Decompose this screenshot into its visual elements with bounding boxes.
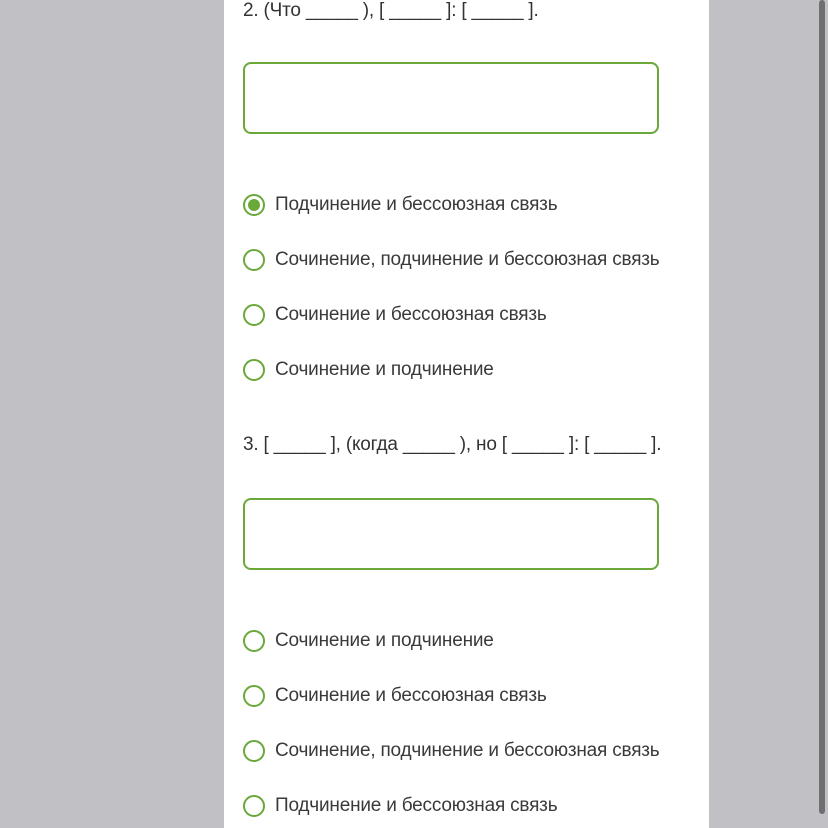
- option-label: Сочинение и подчинение: [275, 630, 494, 651]
- radio-icon[interactable]: [243, 630, 265, 652]
- option-label: Сочинение, подчинение и бессоюзная связь: [275, 740, 660, 761]
- option-label: Подчинение и бессоюзная связь: [275, 194, 558, 215]
- radio-icon[interactable]: [243, 795, 265, 817]
- radio-icon[interactable]: [243, 359, 265, 381]
- question-2-option-3[interactable]: [243, 302, 547, 328]
- option-label: Сочинение и подчинение: [275, 359, 494, 380]
- question-3-answer-box[interactable]: [243, 498, 659, 570]
- scrollbar-thumb[interactable]: [819, 0, 825, 814]
- option-label: Сочинение, подчинение и бессоюзная связь: [275, 249, 660, 270]
- radio-icon[interactable]: [243, 304, 265, 326]
- question-2-option-1[interactable]: [243, 192, 557, 218]
- question-3-option-3[interactable]: [243, 738, 660, 764]
- radio-icon[interactable]: [243, 685, 265, 707]
- question-3-text: 3. [ _____ ], (когда _____ ), но [ _____ ]: [ _____ ].: [243, 434, 662, 455]
- question-2-option-4[interactable]: [243, 357, 494, 383]
- question-3-option-2[interactable]: [243, 683, 547, 709]
- question-2-text: 2. (Что _____ ), [ _____ ]: [ _____ ].: [243, 0, 539, 21]
- radio-icon[interactable]: [243, 249, 265, 271]
- question-2-option-2[interactable]: [243, 247, 660, 273]
- question-3-option-4[interactable]: [243, 793, 557, 819]
- question-2-answer-box[interactable]: [243, 62, 659, 134]
- option-label: Сочинение и бессоюзная связь: [275, 304, 547, 325]
- option-label: Подчинение и бессоюзная связь: [275, 795, 558, 816]
- question-3-option-1[interactable]: [243, 628, 494, 654]
- option-label: Сочинение и бессоюзная связь: [275, 685, 547, 706]
- radio-selected-icon[interactable]: [243, 194, 265, 216]
- radio-icon[interactable]: [243, 740, 265, 762]
